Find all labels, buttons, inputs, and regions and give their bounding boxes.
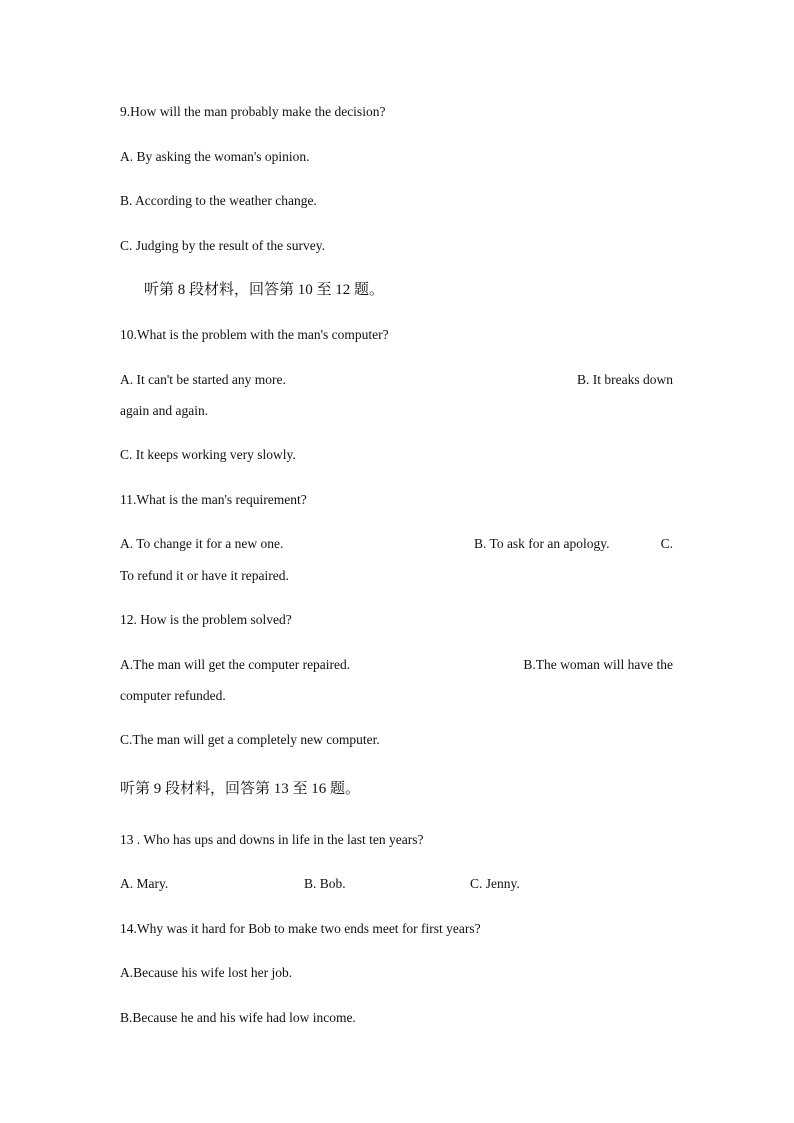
- q12-option-b-cont: computer refunded.: [120, 688, 226, 703]
- question-11: 11.What is the man's requirement?: [120, 492, 307, 507]
- question-14: 14.Why was it hard for Bob to make two ends meet for first years?: [120, 921, 481, 936]
- q13-option-c: C. Jenny.: [470, 876, 520, 891]
- q13-option-b: B. Bob.: [304, 876, 346, 891]
- q10-option-b: B. It breaks down: [577, 372, 673, 387]
- q11-option-b: B. To ask for an apology.: [474, 536, 610, 551]
- question-9: 9.How will the man probably make the decision?: [120, 104, 386, 119]
- q14-option-b: B.Because he and his wife had low income.: [120, 1010, 356, 1025]
- q11-option-a: A. To change it for a new one.: [120, 536, 284, 551]
- q12-option-c: C.The man will get a completely new computer.: [120, 732, 380, 747]
- q12-option-b: B.The woman will have the: [523, 657, 673, 672]
- q13-option-a: A. Mary.: [120, 876, 169, 891]
- q11-option-c: To refund it or have it repaired.: [120, 568, 289, 583]
- q10-option-b-cont: again and again.: [120, 403, 209, 418]
- q14-option-a: A.Because his wife lost her job.: [120, 965, 293, 980]
- q9-option-a: A. By asking the woman's opinion.: [120, 149, 310, 164]
- section-9-heading: 听第 9 段材料，回答第 13 至 16 题。: [120, 781, 361, 797]
- question-13: 13 . Who has ups and downs in life in the last ten years?: [120, 832, 424, 847]
- q9-option-c: C. Judging by the result of the survey.: [120, 238, 325, 253]
- q10-option-c: C. It keeps working very slowly.: [120, 447, 296, 462]
- q11-option-c-label: C.: [660, 536, 673, 551]
- q9-option-b: B. According to the weather change.: [120, 193, 317, 208]
- question-12: 12. How is the problem solved?: [120, 612, 292, 627]
- section-8-heading: 听第 8 段材料，回答第 10 至 12 题。: [144, 282, 385, 298]
- q12-option-a: A.The man will get the computer repaired.: [120, 657, 351, 672]
- question-10: 10.What is the problem with the man's computer?: [120, 327, 389, 342]
- q10-option-a: A. It can't be started any more.: [120, 372, 286, 387]
